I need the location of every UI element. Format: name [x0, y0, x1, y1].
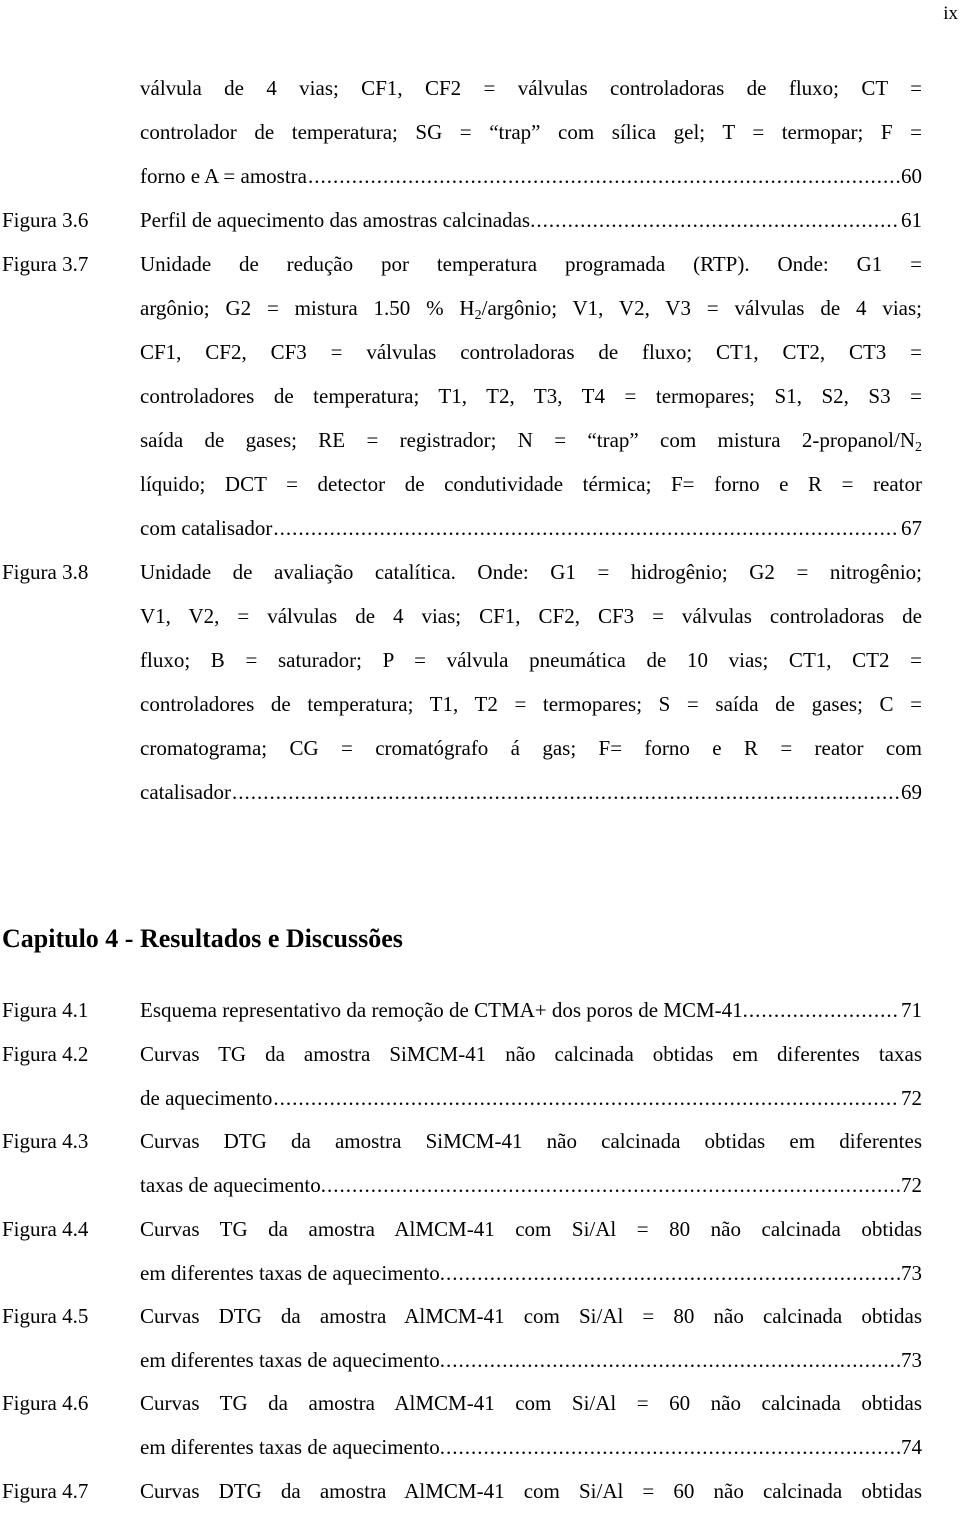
entry-text — [140, 1207, 922, 1295]
entry-last-line — [140, 506, 922, 550]
entry-line — [140, 286, 922, 330]
figure-label: Figura 3.7 — [2, 252, 89, 276]
entry-line: controladores de temperatura; T1, T2 = termopares; S = saída de gases; C = — [140, 692, 922, 716]
entry-text — [140, 1032, 922, 1120]
entry-last-line — [140, 1163, 922, 1207]
figure-label: Figura 3.8 — [2, 560, 89, 584]
dot-leader — [273, 1076, 900, 1120]
entry-page: 72 — [901, 1173, 922, 1197]
entry-line: Curvas DTG da amostra AlMCM-41 com Si/Al = 80 não calcinada obtidas — [140, 1304, 922, 1328]
entry-line: fluxo; B = saturador; P = válvula pneumática de 10 vias; CT1, CT2 = — [140, 648, 922, 672]
entry-last-line — [140, 154, 922, 198]
entry-line: Unidade de redução por temperatura programada (RTP). Onde: G1 = — [140, 252, 922, 276]
entry-line-text: catalisador — [140, 780, 231, 804]
entry-line-text: de aquecimento — [140, 1086, 273, 1110]
entry-line: Curvas TG da amostra SiMCM-41 não calcinada obtidas em diferentes taxas — [140, 1042, 922, 1066]
entry-page: 72 — [901, 1086, 922, 1110]
entry-text — [140, 1119, 922, 1207]
figure-label: Figura 4.3 — [2, 1129, 89, 1153]
figure-label: Figura 3.6 — [2, 208, 89, 232]
entry-line: controladores de temperatura; T1, T2, T3, T4 = termopares; S1, S2, S3 = — [140, 384, 922, 408]
entry-line-text: em diferentes taxas de aquecimento. — [140, 1435, 445, 1459]
dot-leader — [327, 1163, 900, 1207]
entry-text — [140, 242, 922, 550]
figure-label: Figura 4.2 — [2, 1042, 89, 1066]
entry-last-line — [140, 1425, 922, 1469]
figure-label: Figura 4.5 — [2, 1304, 89, 1328]
entry-last-line — [140, 1076, 922, 1120]
entry-line: cromatograma; CG = cromatógrafo á gas; F= forno e R = reator com — [140, 736, 922, 760]
dot-leader — [232, 770, 900, 814]
entry-text — [140, 66, 922, 198]
entry-text — [140, 988, 922, 1032]
entry-page: 71 — [901, 998, 922, 1022]
subscript: 2 — [915, 440, 922, 455]
dot-leader — [749, 988, 900, 1032]
entry-line-part: argônio; G2 = mistura 1.50 % H — [140, 296, 475, 320]
dot-leader — [446, 1338, 900, 1382]
entry-last-line — [140, 770, 922, 814]
entry-last-line — [140, 1338, 922, 1382]
entry-page: 74 — [901, 1435, 922, 1459]
entry-line-part: saída de gases; RE = registrador; N = “trap” com mistura 2-propanol/N — [140, 428, 915, 452]
entry-page: 61 — [901, 208, 922, 232]
entry-line: líquido; DCT = detector de condutividade térmica; F= forno e R = reator — [140, 472, 922, 496]
entry-text — [140, 198, 922, 242]
entry-line-text: Esquema representativo da remoção de CTMA+ dos poros de MCM-41. — [140, 998, 748, 1022]
entry-line-text: taxas de aquecimento. — [140, 1173, 327, 1197]
figure-label: Figura 4.6 — [2, 1391, 89, 1415]
entry-line-text: com catalisador — [140, 516, 273, 540]
entry-line: Curvas TG da amostra AlMCM-41 com Si/Al = 80 não calcinada obtidas — [140, 1217, 922, 1241]
entry-last-line — [140, 1251, 922, 1295]
entry-line: válvula de 4 vias; CF1, CF2 = válvulas controladoras de fluxo; CT = — [140, 76, 922, 100]
entry-text — [140, 1381, 922, 1469]
entry-page: 69 — [901, 780, 922, 804]
subscript: 2 — [474, 308, 482, 323]
entry-line-text: em diferentes taxas de aquecimento. — [140, 1261, 445, 1285]
entry-line: controlador de temperatura; SG = “trap” com sílica gel; T = termopar; F = — [140, 120, 922, 144]
entry-text — [140, 1294, 922, 1382]
figure-label: Figura 4.1 — [2, 998, 89, 1022]
entry-line: CF1, CF2, CF3 = válvulas controladoras de fluxo; CT1, CT2, CT3 = — [140, 340, 922, 364]
page-number: ix — [943, 3, 958, 24]
entry-page: 73 — [901, 1348, 922, 1372]
figure-label: Figura 4.4 — [2, 1217, 89, 1241]
entry-line-text: em diferentes taxas de aquecimento. — [140, 1348, 445, 1372]
entry-page: 73 — [901, 1261, 922, 1285]
entry-page: 60 — [901, 164, 922, 188]
entry-line: Unidade de avaliação catalítica. Onde: G1 = hidrogênio; G2 = nitrogênio; — [140, 560, 922, 584]
entry-line: Curvas DTG da amostra SiMCM-41 não calcinada obtidas em diferentes — [140, 1129, 922, 1153]
dot-leader — [308, 154, 900, 198]
entry-line: V1, V2, = válvulas de 4 vias; CF1, CF2, CF3 = válvulas controladoras de — [140, 604, 922, 628]
entry-page: 67 — [901, 516, 922, 540]
entry-text — [140, 1469, 922, 1513]
entry-line-text: forno e A = amostra — [140, 164, 307, 188]
entry-line-text: Perfil de aquecimento das amostras calcinadas. — [140, 208, 536, 232]
dot-leader — [536, 198, 900, 242]
entry-last-line — [140, 988, 922, 1032]
dot-leader — [273, 506, 900, 550]
entry-line: Curvas DTG da amostra AlMCM-41 com Si/Al = 60 não calcinada obtidas — [140, 1479, 922, 1503]
entry-line: Curvas TG da amostra AlMCM-41 com Si/Al = 60 não calcinada obtidas — [140, 1391, 922, 1415]
entry-text — [140, 550, 922, 814]
dot-leader — [446, 1425, 900, 1469]
dot-leader — [446, 1251, 900, 1295]
entry-last-line — [140, 198, 922, 242]
entry-line — [140, 418, 922, 462]
entry-line-part: /argônio; V1, V2, V3 = válvulas de 4 vias; — [481, 296, 922, 320]
figure-label: Figura 4.7 — [2, 1479, 89, 1503]
chapter-heading: Capitulo 4 - Resultados e Discussões — [2, 924, 403, 953]
